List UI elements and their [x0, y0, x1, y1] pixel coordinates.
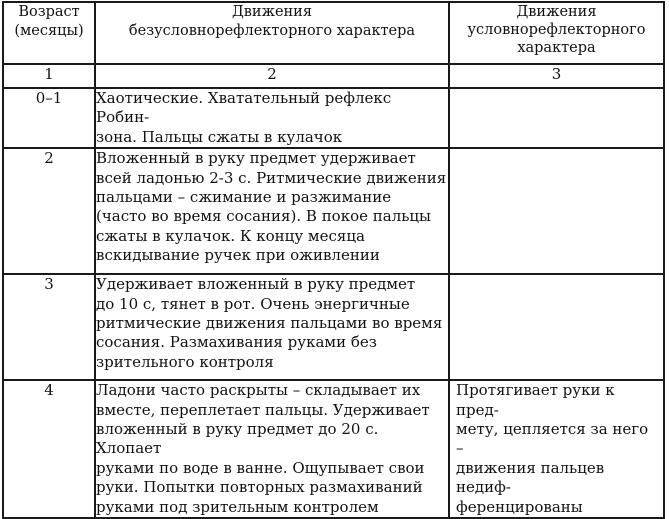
table-row: [3, 88, 664, 148]
header-unconditioned: [95, 2, 449, 64]
motor-development-table: [2, 1, 665, 519]
age-cell: 4: [3, 380, 95, 518]
age-cell: 0–1: [3, 88, 95, 148]
cell-line: Ладони часто раскрыты – складывает их: [96, 381, 421, 400]
cell-line: вложенный в руку предмет до 20 с. Хлопает: [96, 420, 379, 458]
cell-line: сжаты в кулачок. К концу месяца: [96, 226, 365, 245]
age-cell: 2: [3, 148, 95, 274]
column-number-2: 2: [95, 64, 449, 88]
cell-line: пальцами – сжимание и разжимание: [96, 188, 392, 207]
header-conditioned-line1: Движения: [516, 4, 597, 20]
header-row: [3, 2, 664, 64]
cell-line: зрительного контроля: [96, 352, 274, 371]
unconditioned-cell: [95, 88, 449, 148]
age-cell: 3: [3, 274, 95, 380]
cell-line: вместе, переплетает пальцы. Удерживает: [96, 400, 430, 419]
unconditioned-cell: [95, 148, 449, 274]
header-conditioned-line2: условнорефлекторного: [467, 22, 646, 38]
conditioned-cell: [449, 380, 664, 518]
conditioned-cell: [449, 88, 664, 148]
header-age-line2: (месяцы): [14, 23, 84, 39]
cell-line: ференцированы: [456, 497, 583, 516]
header-age: [3, 2, 95, 64]
header-age-line1: Возраст: [18, 4, 80, 20]
cell-line: мету, цепляется за него –: [456, 420, 649, 458]
column-number-3: 3: [449, 64, 664, 88]
cell-line: Хаотические. Хватательный рефлекс Робин-: [96, 89, 392, 127]
cell-line: зона. Пальцы сжаты в кулачок: [96, 127, 343, 146]
cell-line: Вложенный в руку предмет удерживает: [96, 149, 416, 168]
column-number-1: 1: [3, 64, 95, 88]
cell-line: Протягивает руки к пред-: [456, 381, 615, 419]
unconditioned-cell: [95, 274, 449, 380]
table-row: [3, 148, 664, 274]
conditioned-cell: [449, 274, 664, 380]
cell-line: (часто во время сосания). В покое пальцы: [96, 207, 431, 226]
table-row: [3, 274, 664, 380]
cell-line: всей ладонью 2-3 с. Ритмические движения: [96, 168, 447, 187]
conditioned-cell: [449, 148, 664, 274]
unconditioned-cell: [95, 380, 449, 518]
header-unconditioned-line1: Движения: [231, 4, 312, 20]
header-unconditioned-line2: безусловнорефлекторного характера: [128, 23, 416, 39]
cell-line: Удерживает вложенный в руку предмет: [96, 275, 416, 294]
header-conditioned: [449, 2, 664, 64]
cell-line: движения пальцев недиф-: [456, 458, 605, 497]
cell-line: вскидывание ручек при оживлении: [96, 246, 380, 265]
cell-line: ритмические движения пальцами во время: [96, 314, 443, 333]
cell-line: руками по воде в ванне. Ощупывает свои: [96, 458, 425, 477]
cell-line: сосания. Размахивания руками без: [96, 333, 377, 352]
column-number-row: [3, 64, 664, 88]
cell-line: руки. Попытки повторных размахиваний: [96, 478, 423, 497]
cell-line: руками под зрительным контролем: [96, 497, 379, 516]
cell-line: до 10 с, тянет в рот. Очень энергичные: [96, 294, 410, 313]
table-row: [3, 380, 664, 518]
header-conditioned-line3: характера: [517, 40, 596, 56]
